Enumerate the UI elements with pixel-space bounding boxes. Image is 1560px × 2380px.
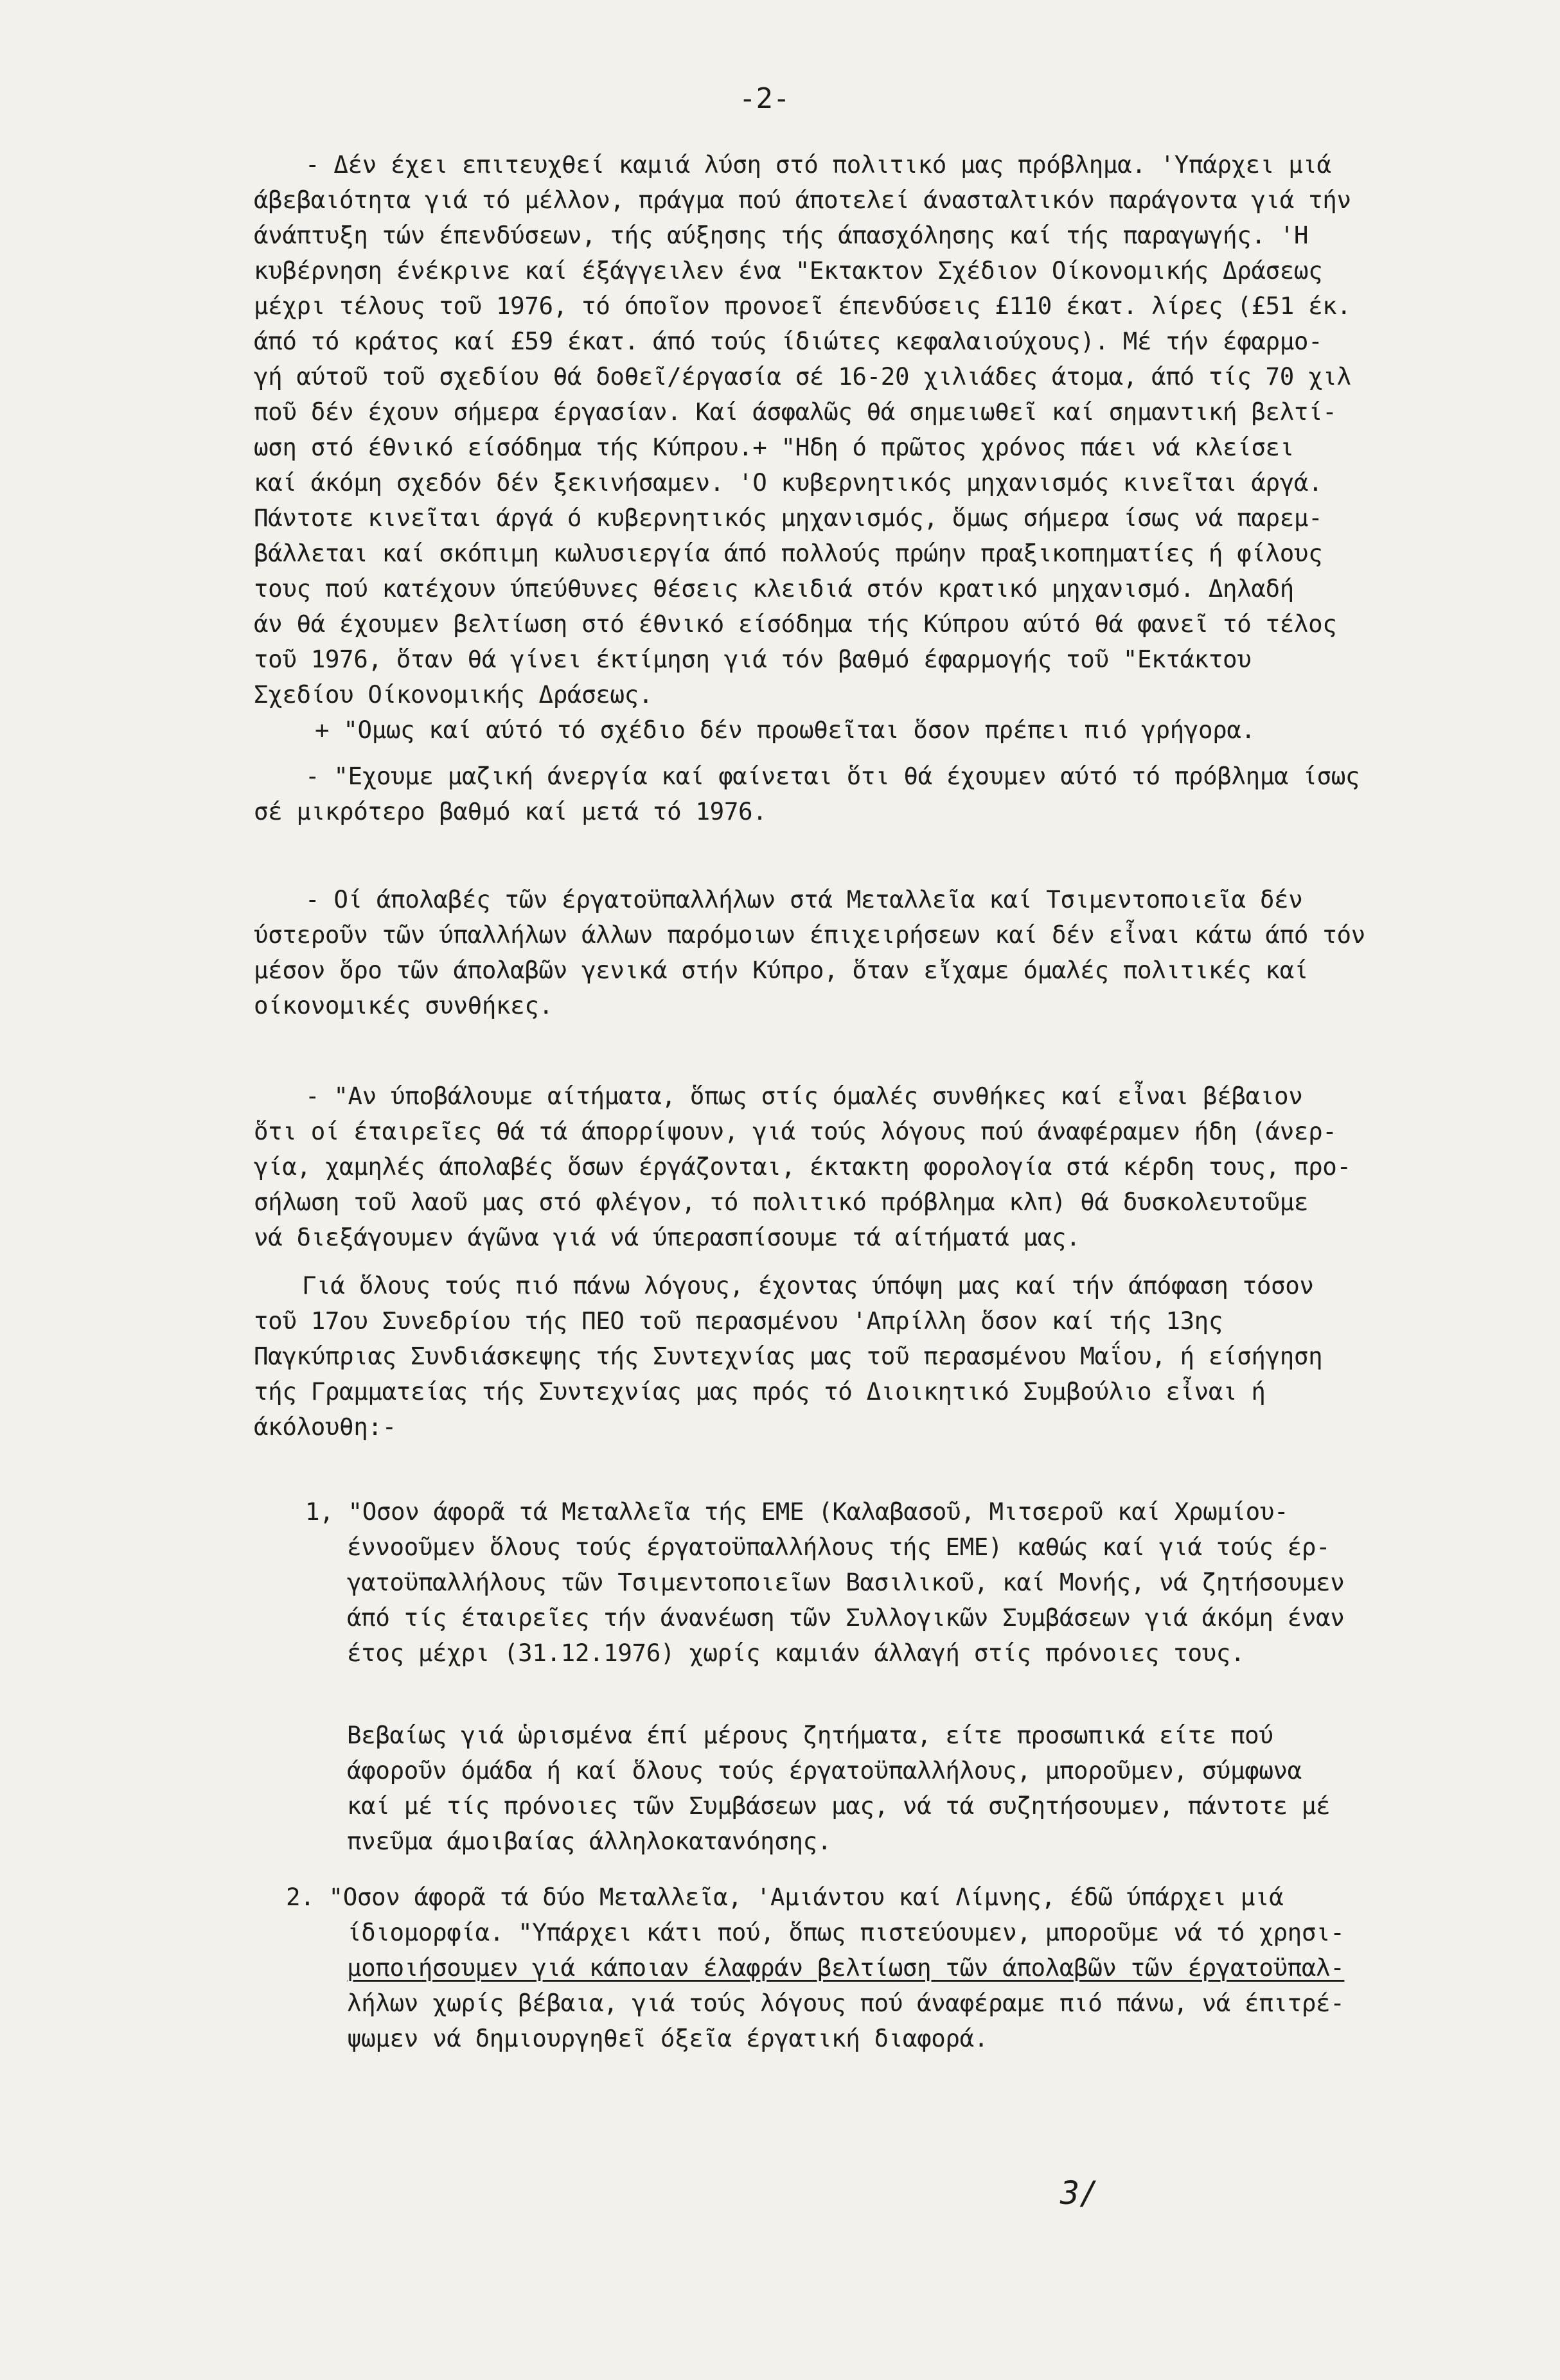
text-line: ίδιομορφία. "Υπάρχει κάτι πού, ὅπως πιστεύουμεν, μποροῦμε νά τό χρησι- [347, 1918, 1345, 1946]
text-line: μοποιήσουμεν γιά κάποιαν έλαφράν βελτίωση τῶν άπολαβῶν τῶν έργατοϋπαλ- [347, 1953, 1345, 1982]
text-line: άπό τίς έταιρεῖες τήν άνανέωση τῶν Συλλογικῶν Συμβάσεων γιά άκόμη έναν [347, 1603, 1345, 1632]
text-line: πνεῦμα άμοιβαίας άλληλοκατανόησης. [347, 1827, 832, 1855]
text-line: σέ μικρότερο βαθμό καί μετά τό 1976. [254, 797, 767, 825]
text-line: τοῦ 17ου Συνεδρίου τής ΠΕΟ τοῦ περασμένου 'Απρίλλη ὅσον καί τής 13ης [254, 1307, 1223, 1335]
text-line: γατοϋπαλλήλους τῶν Τσιμεντοποιεῖων Βασιλικοῦ, καί Μονής, νά ζητήσουμεν [347, 1568, 1345, 1596]
text-line: καί άκόμη σχεδόν δέν ξεκινήσαμεν. 'Ο κυβερνητικός μηχανισμός κινεῖται άργά. [254, 468, 1323, 497]
text-line: άνάπτυξη τών έπενδύσεων, τής αύξησης τής άπασχόλησης καί τής παραγωγής. 'Η [254, 221, 1309, 249]
next-page-marker: 3/ [1060, 2174, 1099, 2212]
text-line: άπό τό κράτος καί £59 έκατ. άπό τούς ίδιώτες κεφαλαιούχους). Μέ τήν έφαρμο- [254, 327, 1323, 355]
text-line: λήλων χωρίς βέβαια, γιά τούς λόγους πού άναφέραμε πιό πάνω, νά έπιτρέ- [347, 1989, 1345, 2017]
text-line: + "Ομως καί αύτό τό σχέδιο δέν προωθεῖται ὅσον πρέπει πιό γρήγορα. [315, 716, 1255, 744]
text-line: Γιά ὅλους τούς πιό πάνω λόγους, έχοντας ύπόψη μας καί τήν άπόφαση τόσον [302, 1271, 1314, 1300]
text-line: καί μέ τίς πρόνοιες τῶν Συμβάσεων μας, νά τά συζητήσουμεν, πάντοτε μέ [347, 1792, 1331, 1820]
text-line: ὅτι οί έταιρεῖες θά τά άπορρίψουν, γιά τούς λόγους πού άναφέραμεν ήδη (άνερ- [254, 1117, 1337, 1145]
text-line: άβεβαιότητα γιά τό μέλλον, πράγμα πού άποτελεί άνασταλτικόν παράγοντα γιά τήν [254, 186, 1351, 214]
text-line: 2. "Οσον άφορᾶ τά δύο Μεταλλεῖα, 'Αμιάντου καί Λίμνης, έδῶ ύπάρχει μιά [286, 1883, 1284, 1911]
text-line: οίκονομικές συνθήκες. [254, 991, 553, 1019]
text-line: άν θά έχουμεν βελτίωση στό έθνικό είσόδημα τής Κύπρου αύτό θά φανεῖ τό τέλος [254, 610, 1337, 638]
text-line: μέχρι τέλους τοῦ 1976, τό όποῖον προνοεῖ έπενδύσεις £110 έκατ. λίρες (£51 έκ. [254, 292, 1351, 320]
text-line: κυβέρνηση ένέκρινε καί έξάγγειλεν ένα "Εκτακτον Σχέδιον Οίκονομικής Δράσεως [254, 256, 1323, 285]
text-line: Παγκύπριας Συνδιάσκεψης τής Συντεχνίας μας τοῦ περασμένου Μαΐου, ή είσήγηση [254, 1342, 1323, 1370]
text-line: τους πού κατέχουν ύπεύθυνες θέσεις κλειδιά στόν κρατικό μηχανισμό. Δηλαδή [254, 574, 1294, 603]
text-line: - "Εχουμε μαζική άνεργία καί φαίνεται ὅτι θά έχουμεν αύτό τό πρόβλημα ίσως [305, 762, 1360, 790]
text-line: άκόλουθη:- [254, 1413, 396, 1441]
text-line: έτος μέχρι (31.12.1976) χωρίς καμιάν άλλαγή στίς πρόνοιες τους. [347, 1639, 1245, 1667]
text-line: ποῦ δέν έχουν σήμερα έργασίαν. Καί άσφαλῶς θά σημειωθεῖ καί σημαντική βελτί- [254, 398, 1337, 426]
text-line: - "Αν ύποβάλουμε αίτήματα, ὅπως στίς όμαλές συνθήκες καί εἶναι βέβαιον [305, 1082, 1303, 1110]
text-line: ωση στό έθνικό είσόδημα τής Κύπρου.+ "Ηδη ό πρῶτος χρόνος πάει νά κλείσει [254, 433, 1294, 461]
text-line: τής Γραμματείας τής Συντεχνίας μας πρός τό Διοικητικό Συμβούλιο εἶναι ή [254, 1377, 1266, 1406]
text-line: - Δέν έχει επιτευχθεί καμιά λύση στό πολιτικό μας πρόβλημα. 'Υπάρχει μιά [305, 150, 1331, 179]
text-line: έννοοῦμεν ὅλους τούς έργατοϋπαλλήλους τής ΕΜΕ) καθώς καί γιά τούς έρ- [347, 1533, 1331, 1561]
text-line: νά διεξάγουμεν άγῶνα γιά νά ύπερασπίσουμε τά αίτήματά μας. [254, 1223, 1081, 1251]
text-line: τοῦ 1976, ὅταν θά γίνει έκτίμηση γιά τόν βαθμό έφαρμογής τοῦ "Εκτάκτου [254, 645, 1252, 673]
text-line: Σχεδίου Οίκονομικής Δράσεως. [254, 680, 653, 709]
text-line: βάλλεται καί σκόπιμη κωλυσιεργία άπό πολλούς πρώην πραξικοπηματίες ή φίλους [254, 539, 1323, 567]
text-line: σήλωση τοῦ λαοῦ μας στό φλέγον, τό πολιτικό πρόβλημα κλπ) θά δυσκολευτοῦμε [254, 1188, 1309, 1216]
text-line: γία, χαμηλές άπολαβές ὅσων έργάζονται, έκτακτη φορολογία στά κέρδη τους, προ- [254, 1152, 1351, 1181]
text-line: Βεβαίως γιά ὡρισμένα έπί μέρους ζητήματα, είτε προσωπικά είτε πού [347, 1721, 1273, 1749]
text-line: ψωμεν νά δημιουργηθεῖ όξεῖα έργατική διαφορά. [347, 2024, 988, 2052]
page-number: -2- [739, 82, 790, 115]
text-line: ύστεροῦν τῶν ύπαλλήλων άλλων παρόμοιων έπιχειρήσεων καί δέν εἶναι κάτω άπό τόν [254, 921, 1365, 949]
text-line: Πάντοτε κινεῖται άργά ό κυβερνητικός μηχανισμός, ὅμως σήμερα ίσως νά παρεμ- [254, 504, 1323, 532]
text-line: - Οί άπολαβές τῶν έργατοϋπαλλήλων στά Μεταλλεῖα καί Τσιμεντοποιεῖα δέν [305, 885, 1303, 913]
text-line: μέσον ὅρο τῶν άπολαβῶν γενικά στήν Κύπρο, ὅταν εἴχαμε όμαλές πολιτικές καί [254, 956, 1309, 984]
text-line: άφοροῦν όμάδα ή καί ὅλους τούς έργατοϋπαλλήλους, μποροῦμεν, σύμφωνα [347, 1756, 1302, 1785]
text-line: γή αύτοῦ τοῦ σχεδίου θά δοθεῖ/έργασία σέ 16-20 χιλιάδες άτομα, άπό τίς 70 χιλ [254, 362, 1351, 391]
text-line: 1, "Οσον άφορᾶ τά Μεταλλεῖα τής ΕΜΕ (Καλαβασοῦ, Μιτσεροῦ καί Χρωμίου- [305, 1497, 1289, 1526]
